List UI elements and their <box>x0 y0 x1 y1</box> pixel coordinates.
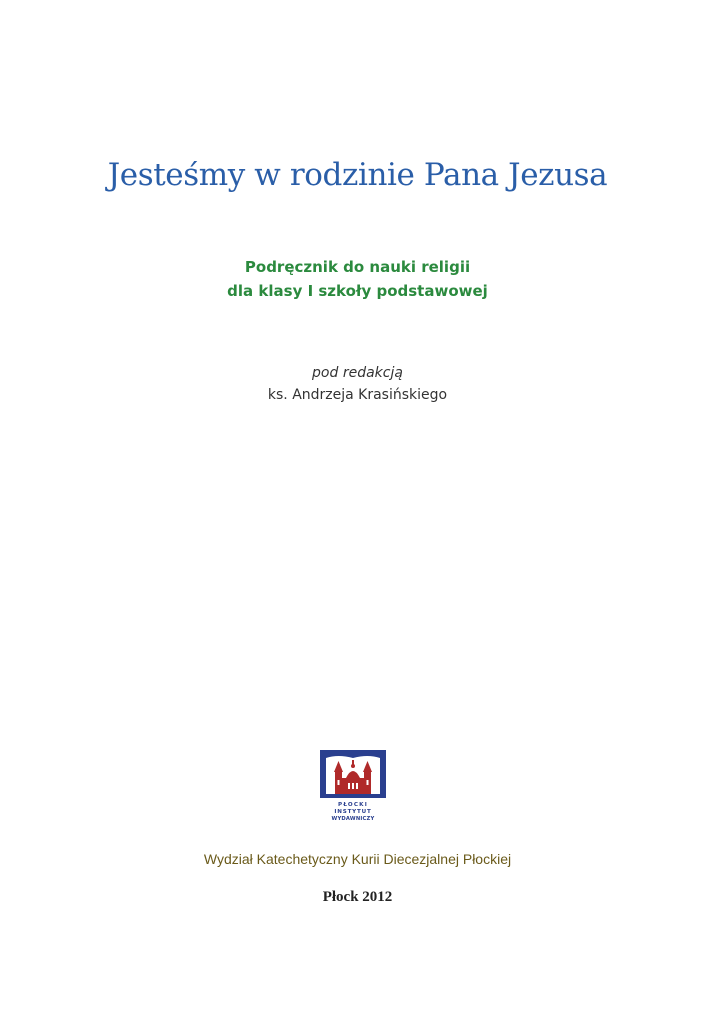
subtitle-line-2: dla klasy I szkoły podstawowej <box>227 282 488 300</box>
logo-text-line-1: PŁOCKI <box>338 802 368 808</box>
subtitle-line-1: Podręcznik do nauki religii <box>244 258 471 276</box>
book-subtitle <box>0 255 715 303</box>
book-title: Jesteśmy w rodzinie Pana Jezusa <box>107 157 608 193</box>
editor-credit <box>0 362 715 406</box>
logo-text-line-2: INSTYTUT <box>334 809 372 815</box>
publisher-logo <box>320 750 386 824</box>
editor-name: ks. Andrzeja Krasińskiego <box>267 387 448 403</box>
place-and-year: Płock 2012 <box>322 889 393 905</box>
logo-text-line-3: WYDAWNICZY <box>331 816 375 822</box>
editor-intro: pod redakcją <box>312 365 403 381</box>
publisher-name: Wydział Katechetyczny Kurii Diecezjalnej Płockiej <box>203 851 512 867</box>
